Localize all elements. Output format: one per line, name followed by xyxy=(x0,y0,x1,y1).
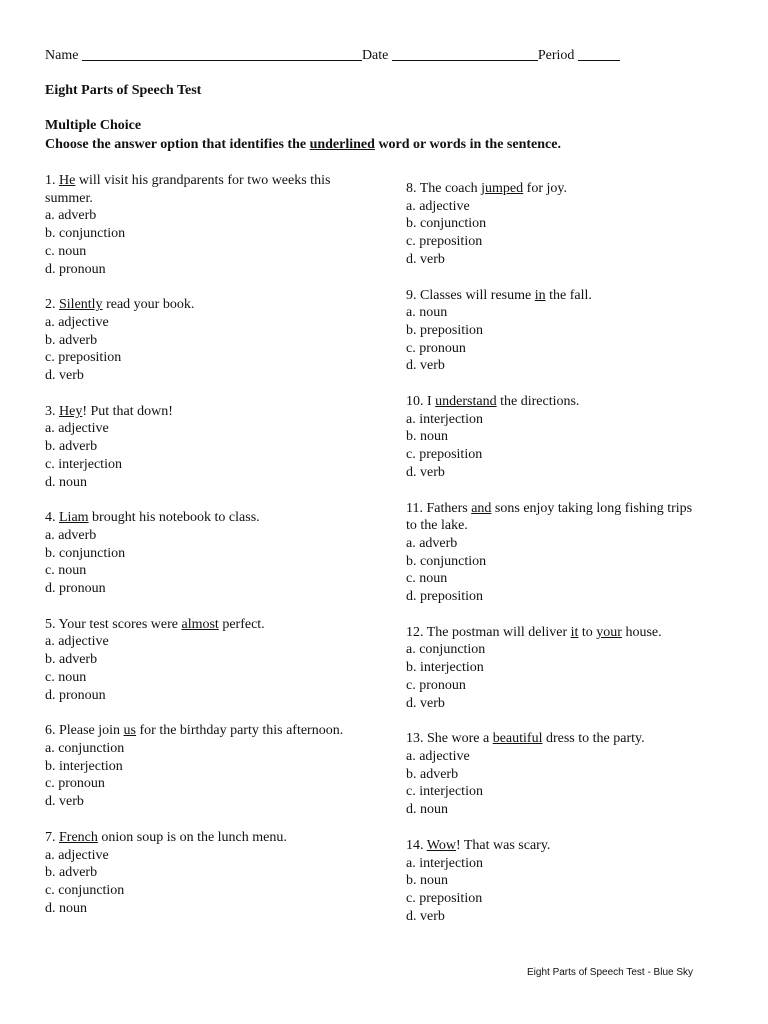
underlined-word: it xyxy=(570,624,579,640)
answer-option[interactable]: b. interjection xyxy=(45,758,123,774)
answer-option[interactable]: a. adjective xyxy=(45,421,109,437)
answer-option[interactable]: a. interjection xyxy=(406,855,483,871)
question-3 xyxy=(45,403,365,492)
stem-text: 8. The coach xyxy=(406,181,482,196)
underlined-word: Liam xyxy=(59,510,89,526)
question-stem xyxy=(406,393,696,411)
question-stem xyxy=(406,624,696,642)
question-8 xyxy=(406,180,696,269)
answer-option[interactable]: b. preposition xyxy=(406,322,483,338)
date-label: Date xyxy=(361,48,389,63)
underlined-word: us xyxy=(123,723,136,739)
stem-text: 11. Fathers xyxy=(406,500,472,516)
answer-option[interactable]: c. interjection xyxy=(406,784,483,800)
section-heading: Multiple Choice xyxy=(45,118,142,133)
question-12 xyxy=(406,624,696,713)
stem-text: ! Put that down! xyxy=(82,403,173,419)
answer-option[interactable]: d. noun xyxy=(406,802,448,818)
answer-option[interactable]: c. preposition xyxy=(406,890,483,906)
answer-option[interactable]: d. noun xyxy=(45,474,87,490)
answer-option[interactable]: a. noun xyxy=(406,305,448,321)
question-1 xyxy=(45,172,365,278)
question-stem xyxy=(406,180,696,198)
answer-option[interactable]: a. adverb xyxy=(406,535,458,551)
answer-option[interactable]: b. conjunction xyxy=(406,216,487,232)
question-stem xyxy=(45,296,365,314)
underlined-word: Wow xyxy=(426,837,456,853)
page-footer: Eight Parts of Speech Test - Blue Sky xyxy=(527,967,694,978)
question-stem xyxy=(45,616,365,634)
answer-option[interactable]: a. adjective xyxy=(45,634,109,650)
instructions-pre: Choose the answer option that identifies the xyxy=(45,137,310,152)
stem-text: 14. xyxy=(406,837,427,853)
answer-option[interactable]: a. adjective xyxy=(45,314,109,330)
question-6 xyxy=(45,722,365,811)
answer-option[interactable]: a. conjunction xyxy=(406,642,486,658)
underlined-word: almost xyxy=(181,616,219,632)
underlined-word: Hey xyxy=(59,403,83,419)
answer-option[interactable]: d. verb xyxy=(406,464,445,480)
stem-text: 5. Your test scores were xyxy=(45,616,182,632)
answer-option[interactable]: c. pronoun xyxy=(406,677,466,693)
answer-option[interactable]: a. adjective xyxy=(406,748,470,764)
instructions-underlined: underlined xyxy=(309,137,375,152)
answer-option[interactable]: c. noun xyxy=(45,243,87,259)
question-stem xyxy=(406,730,696,748)
answer-option[interactable]: b. noun xyxy=(406,873,448,889)
underlined-word: your xyxy=(596,624,622,640)
answer-option[interactable]: b. adverb xyxy=(45,865,98,881)
answer-option[interactable]: d. verb xyxy=(45,368,84,384)
stem-text: the directions. xyxy=(496,394,580,410)
question-stem xyxy=(45,829,365,847)
answer-option[interactable]: d. preposition xyxy=(406,589,483,605)
answer-option[interactable]: c. pronoun xyxy=(45,776,105,792)
answer-option[interactable]: b. noun xyxy=(406,429,448,445)
stem-text: onion soup is on the lunch menu. xyxy=(97,829,287,845)
instructions-post: word or words in the sentence. xyxy=(374,137,561,152)
stem-text: to xyxy=(578,624,597,640)
answer-option[interactable]: c. noun xyxy=(45,669,87,685)
underlined-word: He xyxy=(59,173,76,188)
stem-text: 9. Classes will resume xyxy=(406,287,535,303)
answer-option[interactable]: d. noun xyxy=(45,900,87,916)
question-stem xyxy=(45,722,365,740)
question-stem xyxy=(45,403,365,421)
stem-text: read your book. xyxy=(102,297,195,313)
answer-option[interactable]: d. verb xyxy=(406,358,445,374)
underlined-word: and xyxy=(471,500,492,516)
question-stem xyxy=(45,509,365,527)
question-2 xyxy=(45,296,365,385)
question-stem xyxy=(406,837,696,855)
stem-text: 10. I xyxy=(406,394,436,410)
questions-column-left xyxy=(45,172,365,917)
answer-option[interactable]: a. adverb xyxy=(45,208,97,224)
question-4 xyxy=(45,509,365,598)
answer-option[interactable]: c. noun xyxy=(406,571,448,587)
answer-option[interactable]: b. adverb xyxy=(45,652,98,668)
stem-text: the fall. xyxy=(545,287,592,303)
question-stem xyxy=(406,500,696,535)
stem-text: dress to the party. xyxy=(542,731,645,747)
stem-text: 4. xyxy=(45,510,59,526)
stem-text: 12. The postman will deliver xyxy=(406,624,571,640)
question-13 xyxy=(406,730,696,819)
answer-option[interactable]: d. pronoun xyxy=(45,687,106,703)
question-5 xyxy=(45,616,365,705)
answer-option[interactable]: b. adverb xyxy=(45,332,98,348)
question-stem xyxy=(406,287,696,305)
answer-option[interactable]: a. adjective xyxy=(45,847,109,863)
stem-text: will visit his grandparents for two weeks this summer. xyxy=(45,173,331,206)
question-7 xyxy=(45,829,365,918)
stem-text: ! That was scary. xyxy=(455,837,551,853)
stem-text: sons enjoy taking long fishing trips to the lake. xyxy=(406,500,693,534)
period-label: Period xyxy=(537,48,575,63)
stem-text: for the birthday party this afternoon. xyxy=(136,723,344,739)
answer-option[interactable]: c. conjunction xyxy=(45,882,125,898)
name-field[interactable] xyxy=(82,46,362,61)
underlined-word: understand xyxy=(435,394,497,410)
stem-text: 1. xyxy=(45,173,59,188)
stem-text: perfect. xyxy=(218,616,265,632)
answer-option[interactable]: d. verb xyxy=(406,908,445,924)
stem-text: 3. xyxy=(45,403,59,419)
stem-text: 6. Please join xyxy=(45,723,124,739)
answer-option[interactable]: c. noun xyxy=(45,563,87,579)
stem-text: 2. xyxy=(45,297,59,313)
questions-column-right xyxy=(406,172,696,925)
answer-option[interactable]: a. adverb xyxy=(45,527,97,543)
underlined-word: Silently xyxy=(59,297,103,313)
answer-option[interactable]: c. pronoun xyxy=(406,340,466,356)
stem-text: 13. She wore a xyxy=(406,731,493,747)
instructions xyxy=(45,137,561,153)
test-title: Eight Parts of Speech Test xyxy=(45,83,202,98)
answer-option[interactable]: b. adverb xyxy=(406,766,459,782)
answer-option[interactable]: a. adjective xyxy=(406,198,470,214)
answer-option[interactable]: d. verb xyxy=(406,695,445,711)
answer-option[interactable]: b. conjunction xyxy=(45,545,126,561)
stem-text: for joy. xyxy=(523,181,567,196)
question-11 xyxy=(406,500,696,606)
answer-option[interactable]: b. interjection xyxy=(406,660,484,676)
answer-option[interactable]: a. conjunction xyxy=(45,740,125,756)
answer-option[interactable]: c. preposition xyxy=(406,447,483,463)
period-field[interactable] xyxy=(578,46,620,61)
answer-option[interactable]: c. preposition xyxy=(406,234,483,250)
answer-option[interactable]: b. adverb xyxy=(45,439,98,455)
question-10 xyxy=(406,393,696,482)
stem-text: 7. xyxy=(45,829,59,845)
date-field[interactable] xyxy=(392,46,538,61)
underlined-word: beautiful xyxy=(492,731,543,747)
stem-text: house. xyxy=(621,624,662,640)
answer-option[interactable]: d. verb xyxy=(45,794,84,810)
answer-option[interactable]: d. verb xyxy=(406,251,445,267)
answer-option[interactable]: d. pronoun xyxy=(45,261,106,277)
underlined-word: French xyxy=(59,829,98,845)
underlined-word: jumped xyxy=(481,181,524,196)
student-info-line xyxy=(45,46,620,64)
underlined-word: in xyxy=(534,287,546,303)
name-label: Name xyxy=(45,48,79,63)
answer-option[interactable]: d. pronoun xyxy=(45,581,106,597)
answer-option[interactable]: c. interjection xyxy=(45,456,122,472)
answer-option[interactable]: c. preposition xyxy=(45,350,122,366)
question-14 xyxy=(406,837,696,926)
stem-text: brought his notebook to class. xyxy=(88,510,260,526)
answer-option[interactable]: b. conjunction xyxy=(45,226,126,242)
answer-option[interactable]: a. interjection xyxy=(406,411,483,427)
answer-option[interactable]: b. conjunction xyxy=(406,553,487,569)
question-9 xyxy=(406,287,696,376)
question-stem xyxy=(45,172,365,207)
